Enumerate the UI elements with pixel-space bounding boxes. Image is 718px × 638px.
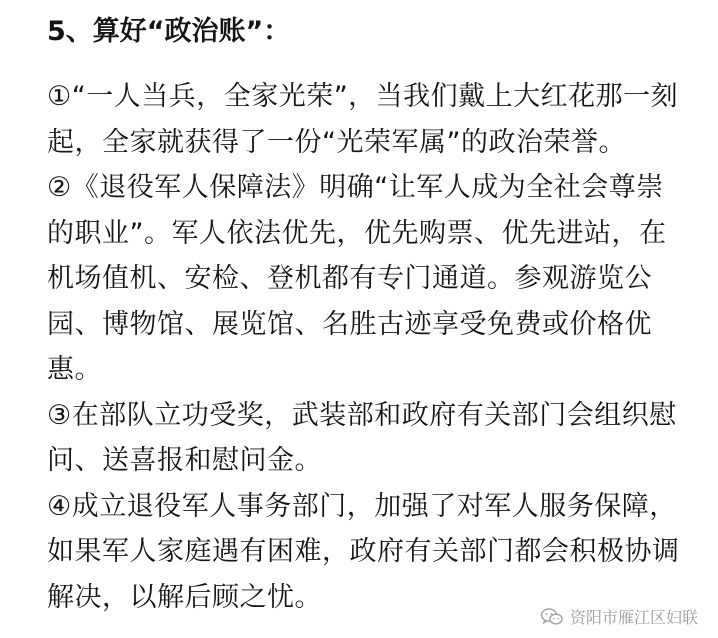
article-body bbox=[47, 74, 687, 620]
paragraph-2: ②《退役军人保障法》明确“让军人成为全社会尊崇的职业”。军人依法优先，优先购票、优先进站，在机场值机、安检、登机都有专门通道。参观游览公园、博物馆、展览馆、名胜古迹享受免费或价格优惠。 bbox=[47, 172, 667, 385]
paragraph-4: ④成立退役军人事务部门，加强了对军人服务保障，如果军人家庭遇有困难，政府有关部门都会积极协调解决，以解后顾之忧。 bbox=[47, 490, 680, 613]
paragraph-1: ①“一人当兵，全家光荣”，当我们戴上大红花那一刻起，全家就获得了一份“光荣军属”的政治荣誉。 bbox=[47, 81, 679, 158]
watermark bbox=[540, 605, 698, 628]
section-heading: 5、算好“政治账”： bbox=[47, 16, 291, 47]
paragraph-3: ③在部队立功受奖，武装部和政府有关部门会组织慰问、送喜报和慰问金。 bbox=[47, 399, 677, 476]
wechat-icon bbox=[540, 607, 564, 627]
watermark-text: 资阳市雁江区妇联 bbox=[569, 608, 698, 627]
